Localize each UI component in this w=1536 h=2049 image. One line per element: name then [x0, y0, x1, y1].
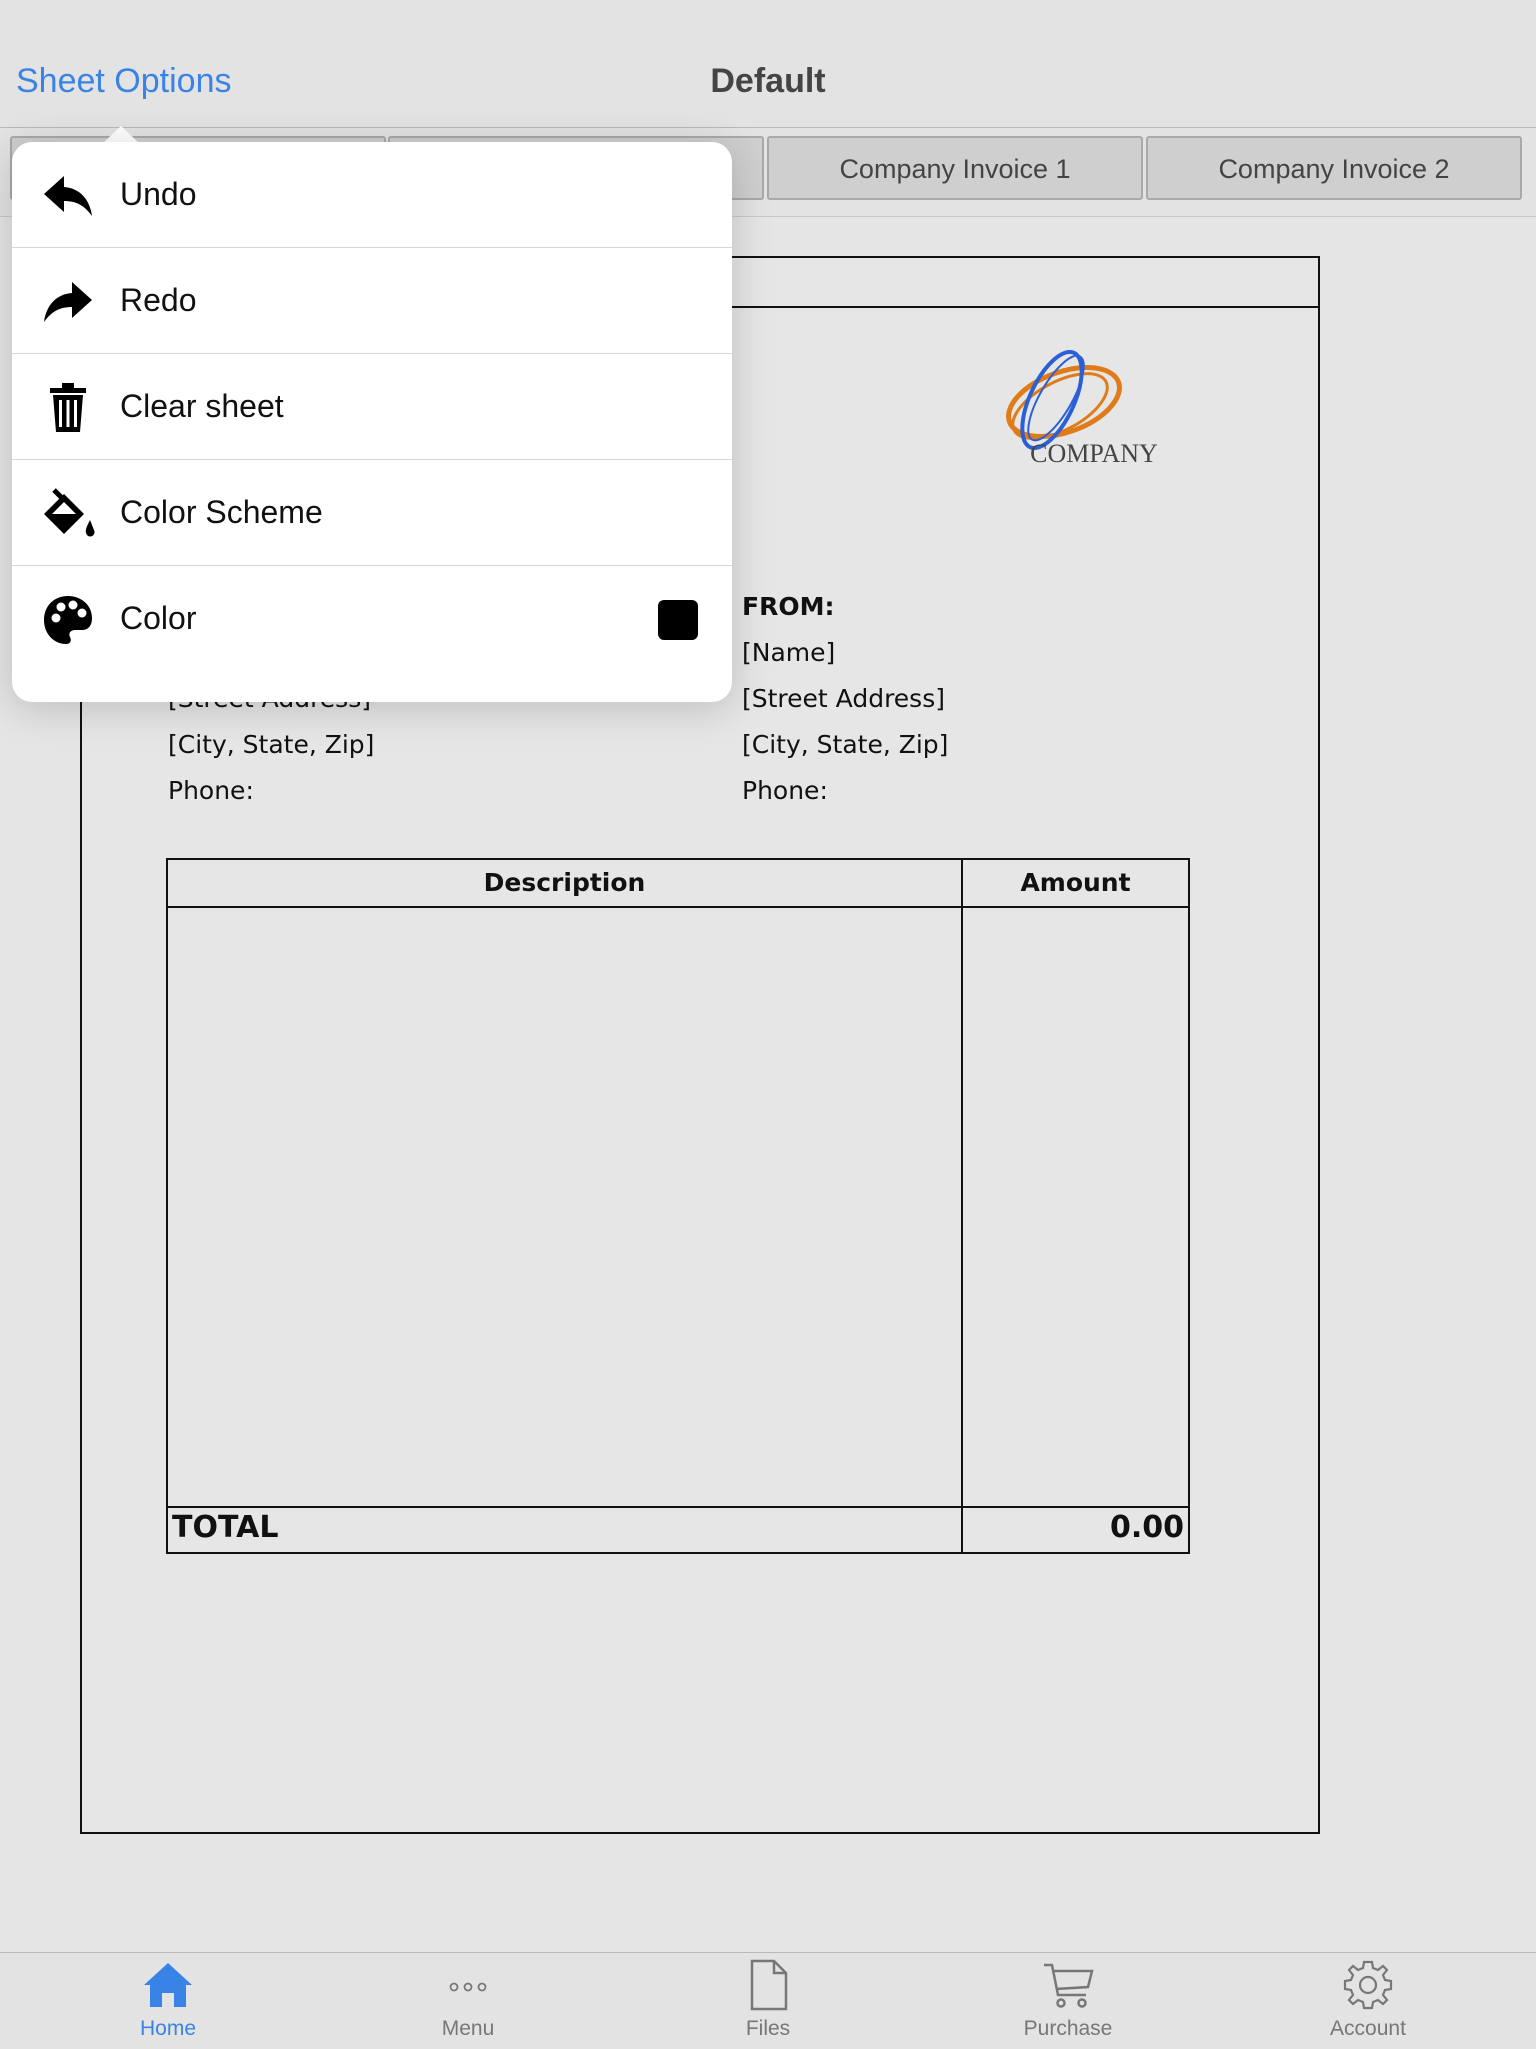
from-street: [Street Address]	[742, 684, 945, 713]
line-items-table[interactable]	[166, 858, 1190, 1554]
palette-icon	[40, 592, 96, 648]
tabbar-menu[interactable]	[368, 1953, 568, 2049]
file-icon	[742, 1959, 794, 2011]
company-logo	[968, 350, 1168, 470]
from-label: FROM:	[742, 592, 835, 621]
menu-label-clear-sheet: Clear sheet	[120, 388, 284, 424]
menu-label-color: Color	[120, 600, 197, 636]
popover-arrow	[103, 126, 139, 143]
home-icon	[142, 1959, 194, 2011]
menu-label-redo: Redo	[120, 282, 197, 318]
more-icon	[442, 1959, 494, 2011]
sheet-options-popover	[12, 142, 732, 702]
tab-company-invoice-1[interactable]: Company Invoice 1	[767, 136, 1143, 200]
cart-icon	[1042, 1959, 1094, 2011]
menu-item-color[interactable]	[12, 566, 732, 671]
from-name: [Name]	[742, 638, 836, 667]
total-value: 0.00	[1109, 1510, 1184, 1545]
amount-header: Amount	[1020, 868, 1131, 897]
sheet-options-button[interactable]: Sheet Options	[16, 62, 232, 100]
paint-bucket-icon	[40, 486, 96, 542]
color-swatch[interactable]	[658, 600, 698, 640]
menu-item-redo[interactable]	[12, 248, 732, 354]
to-phone: Phone:	[168, 776, 254, 805]
total-label: TOTAL	[172, 1510, 279, 1545]
menu-item-undo[interactable]	[12, 142, 732, 248]
redo-icon	[40, 274, 96, 330]
header-divider	[168, 906, 1188, 908]
undo-icon	[40, 168, 96, 224]
from-address	[742, 584, 948, 814]
menu-item-color-scheme[interactable]	[12, 460, 732, 566]
logo-text: COMPANY	[1030, 439, 1158, 468]
trash-icon	[40, 380, 96, 436]
tabbar-home[interactable]	[68, 1953, 268, 2049]
from-phone: Phone:	[742, 776, 828, 805]
tab-company-invoice-2[interactable]: Company Invoice 2	[1146, 136, 1522, 200]
tabbar-label-menu: Menu	[441, 2017, 495, 2040]
menu-label-undo: Undo	[120, 176, 197, 212]
page-title: Default	[710, 62, 826, 100]
gear-icon	[1342, 1959, 1394, 2011]
total-divider	[168, 1506, 1188, 1508]
tabbar-label-account: Account	[1330, 2017, 1406, 2040]
from-city: [City, State, Zip]	[742, 730, 949, 759]
column-divider	[961, 860, 963, 1552]
tabbar-account[interactable]	[1268, 1953, 1468, 2049]
tabbar-purchase[interactable]	[968, 1953, 1168, 2049]
menu-label-color-scheme: Color Scheme	[120, 494, 323, 530]
tabbar-label-purchase: Purchase	[1023, 2017, 1113, 2040]
tabbar-label-files: Files	[745, 2017, 791, 2040]
description-header: Description	[483, 868, 646, 897]
tabbar-files[interactable]	[668, 1953, 868, 2049]
menu-item-clear-sheet[interactable]	[12, 354, 732, 460]
navigation-bar	[0, 0, 1536, 128]
to-city: [City, State, Zip]	[168, 730, 375, 759]
bottom-tab-bar	[0, 1952, 1536, 2049]
tabbar-label-home: Home	[139, 2017, 197, 2040]
